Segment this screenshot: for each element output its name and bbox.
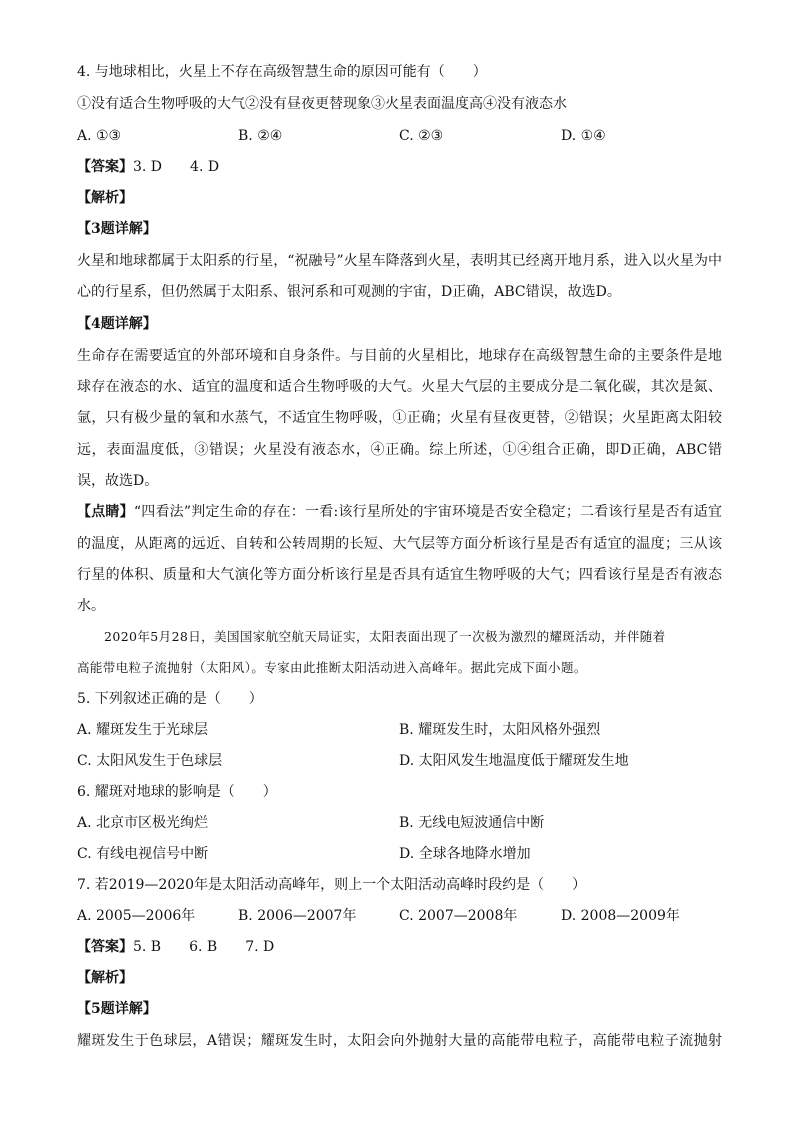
option-a: A. 北京市区极光绚烂 <box>77 815 209 831</box>
answer-label: 【答案】 <box>77 159 133 175</box>
answer-label: 【答案】 <box>77 939 133 955</box>
question-4-stem: 4. 与地球相比，火星上不存在高级智慧生命的原因可能有（ ） <box>77 64 487 80</box>
detail-5-heading: 【5题详解】 <box>77 1001 157 1017</box>
option-d: D. 2008—2009年 <box>561 908 680 924</box>
detail-3-line: 火星和地球都属于太阳系的行星，“祝融号”火星车降落到火星，表明其已经离开地月系，进入以火星为中 <box>77 253 722 269</box>
answer-text: 3. D 4. D <box>133 159 220 175</box>
option-b: B. 耀斑发生时，太阳风格外强烈 <box>399 722 601 738</box>
option-b: B. 无线电短波通信中断 <box>399 815 545 831</box>
answer-text: 5. B 6. B 7. D <box>133 939 275 955</box>
detail-4-line: 远，表面温度低，③错误；火星没有液态水，④正确。综上所述，①④组合正确，即D正确，ABC错 <box>77 442 722 458</box>
detail-4-line: 误，故选D。 <box>77 473 159 489</box>
question-4-statements: ①没有适合生物呼吸的大气②没有昼夜更替现象③火星表面温度高④没有液态水 <box>77 96 567 112</box>
option-c: C. 太阳风发生于色球层 <box>77 753 223 769</box>
answer-block <box>77 157 722 177</box>
passage-line: 高能带电粒子流抛射（太阳风）。专家由此推断太阳活动进入高峰年。据此完成下面小题。 <box>77 660 587 675</box>
detail-5-line: 耀斑发生于色球层，A错误；耀斑发生时，太阳会向外抛射大量的高能带电粒子，高能带电粒子流抛射 <box>77 1033 722 1049</box>
question-5-stem: 5. 下列叙述正确的是（ ） <box>77 691 263 707</box>
answer-block <box>77 937 722 957</box>
tip-line: 行星的体积、质量和大气演化等方面分析该行星是否具有适宜生物呼吸的大气；四看该行星是否有液态 <box>77 567 722 583</box>
tip-line: 水。 <box>77 598 105 614</box>
analysis-heading: 【解析】 <box>77 190 133 206</box>
tip-block <box>77 502 722 522</box>
option-c: C. ②③ <box>399 128 444 144</box>
option-d: D. ①④ <box>561 128 606 144</box>
option-c: C. 有线电视信号中断 <box>77 846 209 862</box>
option-a: A. ①③ <box>77 128 122 144</box>
option-b: B. 2006—2007年 <box>238 908 357 924</box>
option-a: A. 2005—2006年 <box>77 908 196 924</box>
question-7-stem: 7. 若2019—2020年是太阳活动高峰年，则上一个太阳活动高峰时段约是（ ） <box>77 877 587 893</box>
tip-label: 【点睛】 <box>77 504 134 520</box>
question-6-stem: 6. 耀斑对地球的影响是（ ） <box>77 784 277 800</box>
detail-3-heading: 【3题详解】 <box>77 221 157 237</box>
option-d: D. 太阳风发生地温度低于耀斑发生地 <box>399 753 629 769</box>
detail-4-line: 球存在液态的水、适宜的温度和适合生物呼吸的大气。火星大气层的主要成分是二氧化碳，其次是氮、 <box>77 379 722 395</box>
detail-4-heading: 【4题详解】 <box>77 316 157 332</box>
analysis-heading: 【解析】 <box>77 970 133 986</box>
tip-line: 的温度，从距离的远近、自转和公转周期的长短、大气层等方面分析该行星是否有适宜的温度；三从该 <box>77 536 722 552</box>
detail-4-line: 氩，只有极少量的氧和水蒸气，不适宜生物呼吸，①正确；火星有昼夜更替，②错误；火星距离太阳较 <box>77 410 722 426</box>
passage-line: 2020年5月28日，美国国家航空航天局证实，太阳表面出现了一次极为激烈的耀斑活动，并伴随着 <box>104 629 666 644</box>
detail-4-line: 生命存在需要适宜的外部环境和自身条件。与目前的火星相比，地球存在高级智慧生命的主要条件是地 <box>77 348 722 364</box>
tip-line: “四看法”判定生命的存在：一看:该行星所处的宇宙环境是否安全稳定；二看该行星是否有适宜 <box>133 504 723 520</box>
option-b: B. ②④ <box>238 128 283 144</box>
option-d: D. 全球各地降水增加 <box>399 846 531 862</box>
option-c: C. 2007—2008年 <box>399 908 518 924</box>
option-a: A. 耀斑发生于光球层 <box>77 722 209 738</box>
detail-3-line: 心的行星系，但仍然属于太阳系、银河系和可观测的宇宙，D正确，ABC错误，故选D。 <box>77 284 621 300</box>
